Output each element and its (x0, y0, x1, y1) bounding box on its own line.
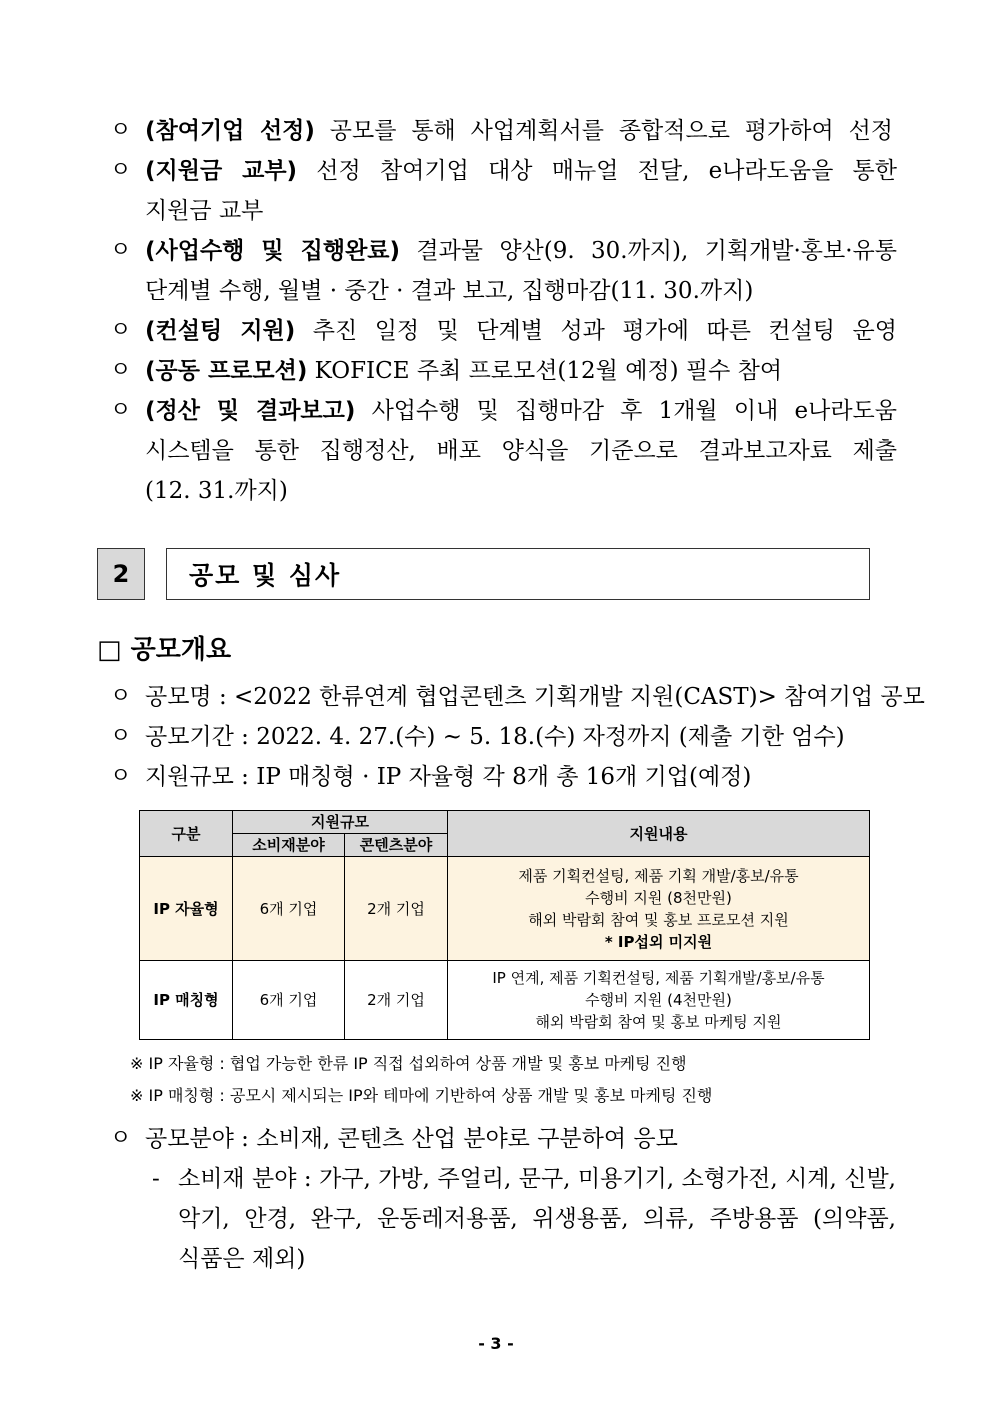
row-content: 2개 기업 (345, 857, 448, 961)
overview-item: 공모명 : <2022 한류연계 협업콘텐츠 기획개발 지원(CAST)> 참여기업 공모 (145, 684, 925, 710)
row-detail (448, 857, 870, 961)
item-text: KOFICE 주최 프로모션(12월 예정) 필수 참여 (307, 358, 783, 384)
item-text: 선정 참여기업 대상 매뉴얼 전달, e나라도움을 통한 (297, 158, 897, 184)
bullet-icon: ㅇ (110, 358, 132, 383)
process-item-line (145, 116, 893, 146)
page-number: - 3 - (478, 1334, 514, 1353)
overview-item: 공모기간 : 2022. 4. 27.(수) ~ 5. 18.(수) 자정까지 (제출 기한 엄수) (145, 724, 845, 750)
detail-line: 수행비 지원 (8천만원) (585, 888, 732, 907)
header-scale: 지원규모 (233, 811, 448, 834)
table-note: ※ IP 매칭형 : 공모시 제시되는 IP와 테마에 기반하여 상품 개발 및 홍보 마케팅 진행 (130, 1086, 713, 1105)
field-sub-line: 악기, 안경, 완구, 운동레저용품, 위생용품, 의류, 주방용품 (의약품, (178, 1206, 896, 1232)
dash-icon: - (152, 1166, 160, 1192)
process-item-line (145, 396, 897, 426)
item-label: (참여기업 선정) (145, 118, 315, 144)
field-sub-line: 소비재 분야 : 가구, 가방, 주얼리, 문구, 미용기기, 소형가전, 시계, 신발, (178, 1166, 896, 1192)
detail-line: IP 연계, 제품 기획컨설팅, 제품 기획개발/홍보/유통 (492, 969, 825, 987)
header-detail: 지원내용 (448, 811, 870, 857)
header-content: 콘텐츠분야 (345, 834, 448, 857)
bullet-icon: ㅇ (110, 764, 132, 789)
bullet-icon: ㅇ (110, 1126, 132, 1151)
bullet-icon: ㅇ (110, 238, 132, 263)
bullet-icon: ㅇ (110, 684, 132, 709)
overview-heading: □ 공모개요 (97, 635, 232, 665)
support-table (139, 810, 870, 1040)
field-item: 공모분야 : 소비재, 콘텐츠 산업 분야로 구분하여 응모 (145, 1126, 678, 1152)
item-label: (정산 및 결과보고) (145, 398, 356, 424)
table-row (140, 961, 870, 1040)
row-content: 2개 기업 (345, 961, 448, 1040)
row-consumer: 6개 기업 (233, 961, 345, 1040)
process-item-line (145, 316, 897, 346)
process-item-continuation: 단계별 수행, 월별 · 중간 · 결과 보고, 집행마감(11. 30.까지) (145, 278, 754, 304)
detail-note: * IP섭외 미지원 (604, 932, 713, 951)
detail-line: 해외 박람회 참여 및 홍보 마케팅 지원 (535, 1013, 782, 1031)
item-text: 결과물 양산(9. 30.까지), 기획개발·홍보·유통 (400, 238, 897, 264)
process-item-line (145, 156, 897, 186)
table-row (140, 857, 870, 961)
overview-item: 지원규모 : IP 매칭형 · IP 자율형 각 8개 총 16개 기업(예정) (145, 764, 752, 790)
row-type: IP 자율형 (140, 857, 233, 961)
section-number: 2 (97, 548, 145, 600)
item-label: (컨설팅 지원) (145, 318, 296, 344)
item-label: (사업수행 및 집행완료) (145, 238, 401, 264)
process-item-line (145, 236, 897, 266)
header-consumer: 소비재분야 (233, 834, 345, 857)
bullet-icon: ㅇ (110, 318, 132, 343)
detail-line: 해외 박람회 참여 및 홍보 프로모션 지원 (528, 910, 789, 929)
process-item-continuation: 시스템을 통한 집행정산, 배포 양식을 기준으로 결과보고자료 제출 (145, 438, 897, 464)
process-item-line (145, 356, 782, 386)
detail-line: 수행비 지원 (4천만원) (585, 991, 732, 1009)
process-item-continuation: (12. 31.까지) (145, 478, 288, 504)
bullet-icon: ㅇ (110, 118, 132, 143)
item-label: (지원금 교부) (145, 158, 298, 184)
item-label: (공동 프로모션) (145, 358, 308, 384)
item-text: 추진 일정 및 단계별 성과 평가에 따른 컨설팅 운영 (295, 318, 897, 344)
bullet-icon: ㅇ (110, 398, 132, 423)
detail-line: 제품 기획컨설팅, 제품 기획 개발/홍보/유통 (518, 866, 799, 885)
table-note: ※ IP 자율형 : 협업 가능한 한류 IP 직접 섭외하여 상품 개발 및 홍보 마케팅 진행 (130, 1054, 687, 1073)
row-detail (448, 961, 870, 1040)
field-sub-line: 식품은 제외) (178, 1246, 306, 1272)
row-consumer: 6개 기업 (233, 857, 345, 961)
bullet-icon: ㅇ (110, 158, 132, 183)
row-type: IP 매칭형 (140, 961, 233, 1040)
section-title: 공모 및 심사 (166, 548, 870, 600)
item-text: 사업수행 및 집행마감 후 1개월 이내 e나라도움 (355, 398, 897, 424)
process-item-continuation: 지원금 교부 (145, 198, 264, 224)
header-category: 구분 (140, 811, 233, 857)
item-text: 공모를 통해 사업계획서를 종합적으로 평가하여 선정 (314, 118, 893, 144)
bullet-icon: ㅇ (110, 724, 132, 749)
